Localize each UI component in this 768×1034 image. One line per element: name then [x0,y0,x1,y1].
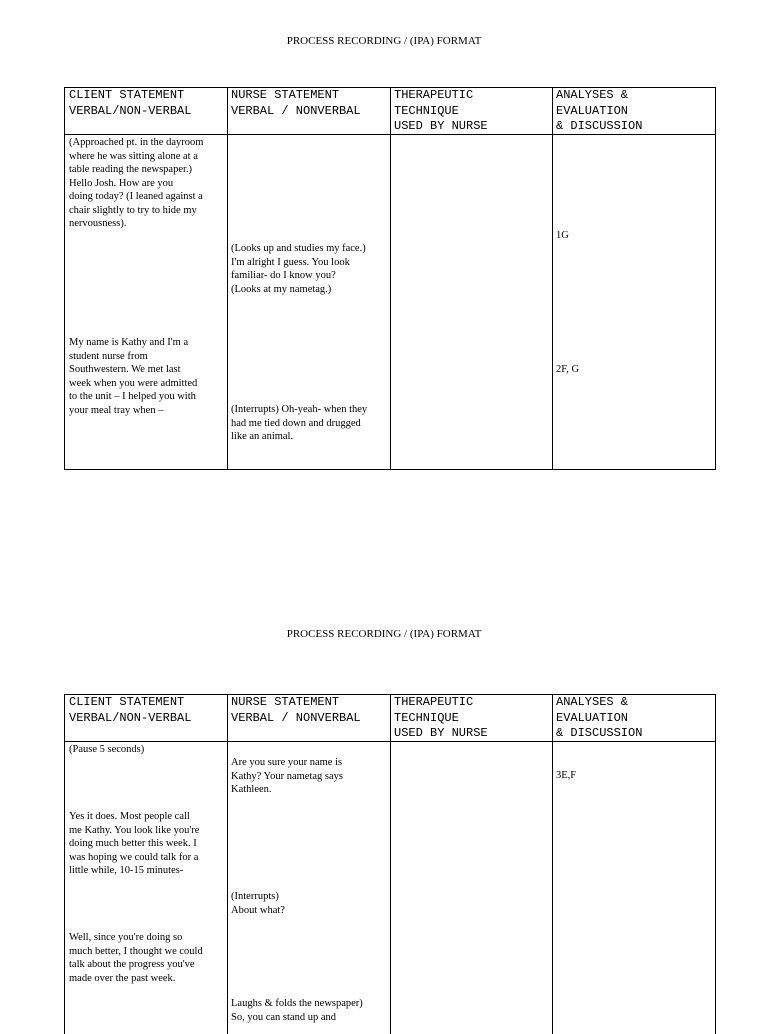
header-client-statement: CLIENT STATEMENT VERBAL/NON-VERBAL [69,88,192,118]
client-statement-entry: My name is Kathy and I'm a student nurse from Southwestern. We met last week when you were admitted to the unit – I helped you with your meal tray when – [69,337,198,416]
nurse-statement-entry: (Interrupts) About what? [231,891,285,916]
header-nurse-statement: NURSE STATEMENT VERBAL / NONVERBAL [231,88,361,118]
client-statement-entry: (Pause 5 seconds) [69,744,145,755]
client-statement-entry: (Approached pt. in the dayroom where he was sitting alone at a table reading the newspaper.) Hello Josh. How are you doing today? (I leaned against a chair slightly to try to hide my nervousness). [69,137,204,229]
analysis-entry: 1G [556,230,569,241]
client-statement-entry: Yes it does. Most people call me Kathy. You look like you're doing much better this week. I was hoping we could talk for a little while, 10-15 minutes- [69,811,200,876]
column-divider [390,695,391,1034]
nurse-statement-entry: (Looks up and studies my face.) I'm alright I guess. You look familiar- do I know you? (Looks at my nametag.) [231,243,366,295]
analysis-entry: 2F, G [556,364,580,375]
page-title: PROCESS RECORDING / (IPA) FORMAT [286,35,482,47]
page-title: PROCESS RECORDING / (IPA) FORMAT [286,628,482,640]
nurse-statement-entry: Laughs & folds the newspaper) So, you can stand up and [231,998,363,1023]
column-divider [390,88,391,469]
client-statement-entry: Well, since you're doing so much better, I thought we could talk about the progress you've made over the past week. [69,932,203,984]
process-recording-table [64,87,716,470]
header-therapeutic-technique: THERAPEUTIC TECHNIQUE USED BY NURSE [394,695,488,740]
nurse-statement-entry: (Interrupts) Oh-yeah- when they had me tied down and drugged like an animal. [231,404,368,442]
column-divider [227,88,228,469]
column-divider [227,695,228,1034]
column-divider [552,88,553,469]
column-divider [552,695,553,1034]
nurse-statement-entry: Are you sure your name is Kathy? Your nametag says Kathleen. [231,757,343,795]
analysis-entry: 3E,F [556,770,577,781]
process-recording-table [64,694,716,1034]
header-therapeutic-technique: THERAPEUTIC TECHNIQUE USED BY NURSE [394,88,488,133]
header-client-statement: CLIENT STATEMENT VERBAL/NON-VERBAL [69,695,192,725]
header-analyses-evaluation: ANALYSES & EVALUATION & DISCUSSION [556,88,643,133]
header-analyses-evaluation: ANALYSES & EVALUATION & DISCUSSION [556,695,643,740]
header-nurse-statement: NURSE STATEMENT VERBAL / NONVERBAL [231,695,361,725]
